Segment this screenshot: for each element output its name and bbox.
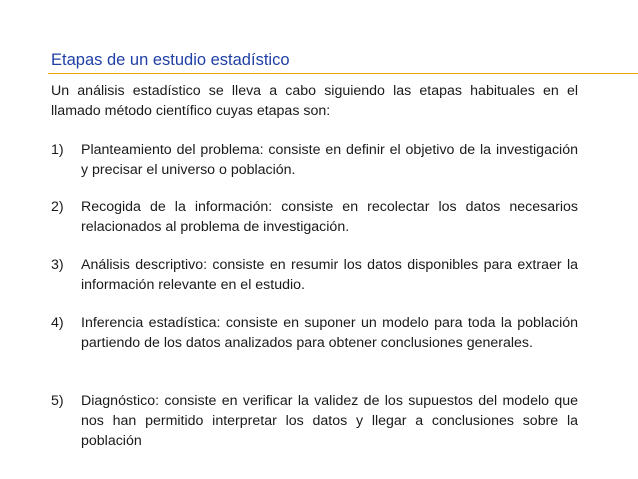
list-item-number: 4) <box>51 315 64 331</box>
title-underline <box>48 73 638 74</box>
list-item-text: Inferencia estadística: consiste en suponer un modelo para toda la población partiendo de los datos analizados para obtener conclusiones generales. <box>81 315 578 351</box>
slide-title: Etapas de un estudio estadístico <box>51 51 290 69</box>
list-item-number: 2) <box>51 199 64 215</box>
list-item <box>51 313 578 353</box>
list-item-text: Análisis descriptivo: consiste en resumir los datos disponibles para extraer la información relevante en el estudio. <box>81 257 578 293</box>
list-item <box>51 391 578 451</box>
intro-paragraph: Un análisis estadístico se lleva a cabo siguiendo las etapas habituales en el llamado método científico cuyas etapas son: <box>51 83 578 119</box>
list-item-text: Recogida de la información: consiste en recolectar los datos necesarios relacionados al problema de investigación. <box>81 199 578 235</box>
list-item <box>51 255 578 295</box>
list-item <box>51 197 578 237</box>
list-item-number: 1) <box>51 142 64 158</box>
list-item-number: 3) <box>51 257 64 273</box>
list-item <box>51 140 578 180</box>
list-item-text: Diagnóstico: consiste en verificar la validez de los supuestos del modelo que nos han permitido interpretar los datos y llegar a conclusiones sobre la población <box>81 393 578 449</box>
list-item-number: 5) <box>51 393 64 409</box>
list-item-text: Planteamiento del problema: consiste en definir el objetivo de la investigación y precisar el universo o población. <box>81 142 578 178</box>
